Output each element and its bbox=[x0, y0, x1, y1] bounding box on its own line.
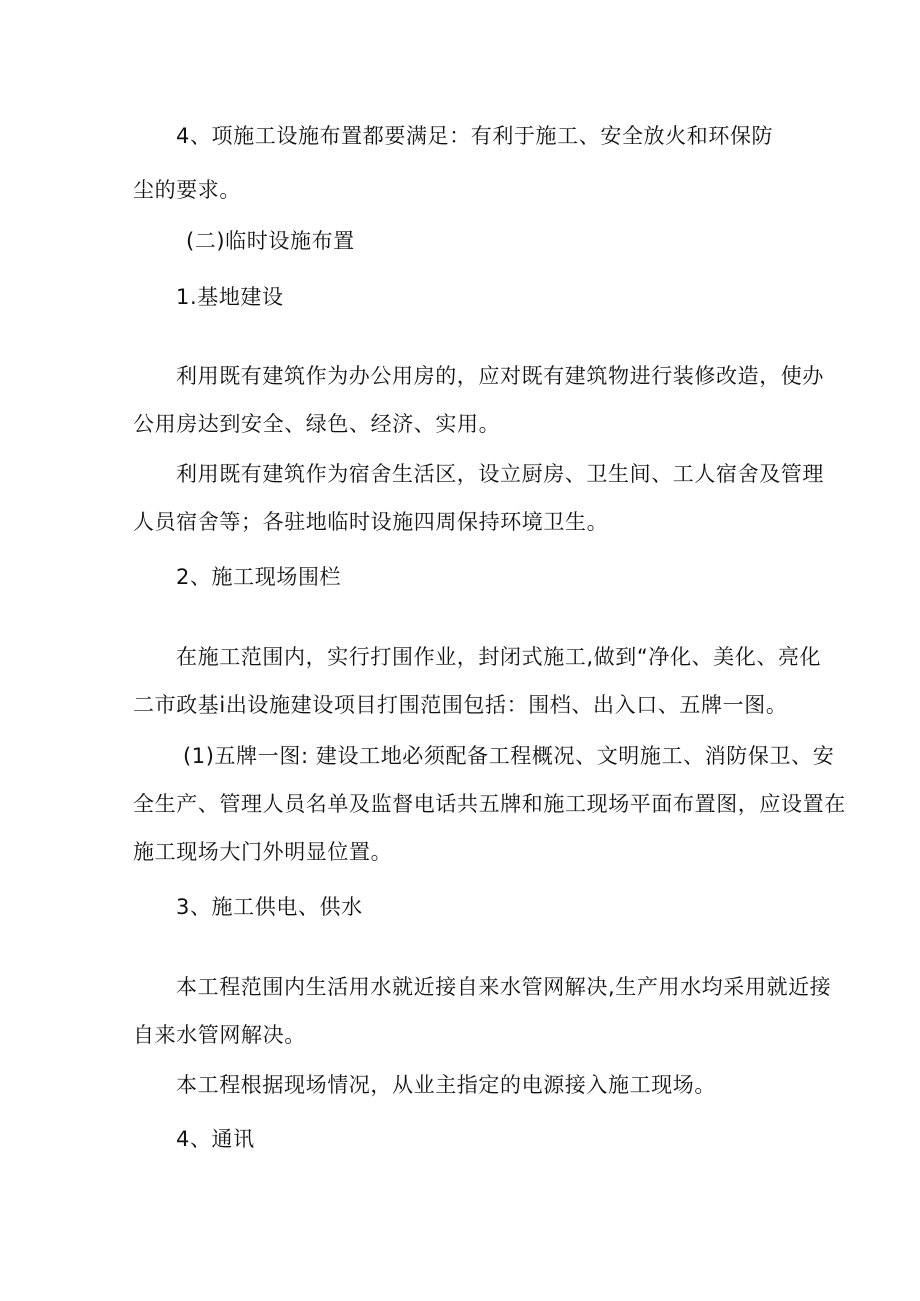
paragraph-line-9: (1)五牌一图: 建设工地必须配备工程概况、文明施工、消防保卫、安 bbox=[183, 744, 835, 768]
paragraph-line-14: 本工程根据现场情况，从业主指定的电源接入施工现场。 bbox=[176, 1073, 716, 1097]
paragraph-line-2: 尘的要求。 bbox=[133, 178, 241, 202]
paragraph-line-4: 公用房达到安全、绿色、经济、实用。 bbox=[133, 412, 501, 436]
subheading-communication: 4、通讯 bbox=[176, 1127, 255, 1151]
paragraph-line-3: 利用既有建筑作为办公用房的，应对既有建筑物进行装修改造，使办 bbox=[176, 364, 824, 388]
paragraph-line-11: 施工现场大门外明显位置。 bbox=[133, 840, 393, 864]
paragraph-line-10: 全生产、管理人员名单及监督电话共五牌和施工现场平面布置图，应设置在 bbox=[133, 792, 846, 816]
paragraph-line-5: 利用既有建筑作为宿舍生活区，设立厨房、卫生间、工人宿舍及管理 bbox=[176, 462, 824, 486]
subheading-power-water: 3、施工供电、供水 bbox=[176, 895, 363, 919]
subheading-site-fence: 2、施工现场围栏 bbox=[176, 565, 342, 589]
paragraph-line-1: 4、项施工设施布置都要满足：有利于施工、安全放火和环保防 bbox=[176, 124, 774, 148]
section-heading-temporary-facilities: (二)临时设施布置 bbox=[186, 229, 355, 253]
paragraph-line-8: 二市政基i出设施建设项目打围范围包括：围档、出入口、五牌一图。 bbox=[133, 693, 788, 717]
paragraph-line-12: 本工程范围内生活用水就近接自来水管网解决,生产用水均采用就近接 bbox=[176, 975, 832, 999]
subheading-base-construction: 1.基地建设 bbox=[176, 285, 284, 309]
paragraph-line-7: 在施工范围内，实行打围作业，封闭式施工,做到“净化、美化、亮化 bbox=[176, 645, 822, 669]
paragraph-line-6: 人员宿舍等；各驻地临时设施四周保持环境卫生。 bbox=[133, 510, 609, 534]
paragraph-line-13: 自来水管网解决。 bbox=[133, 1023, 306, 1047]
